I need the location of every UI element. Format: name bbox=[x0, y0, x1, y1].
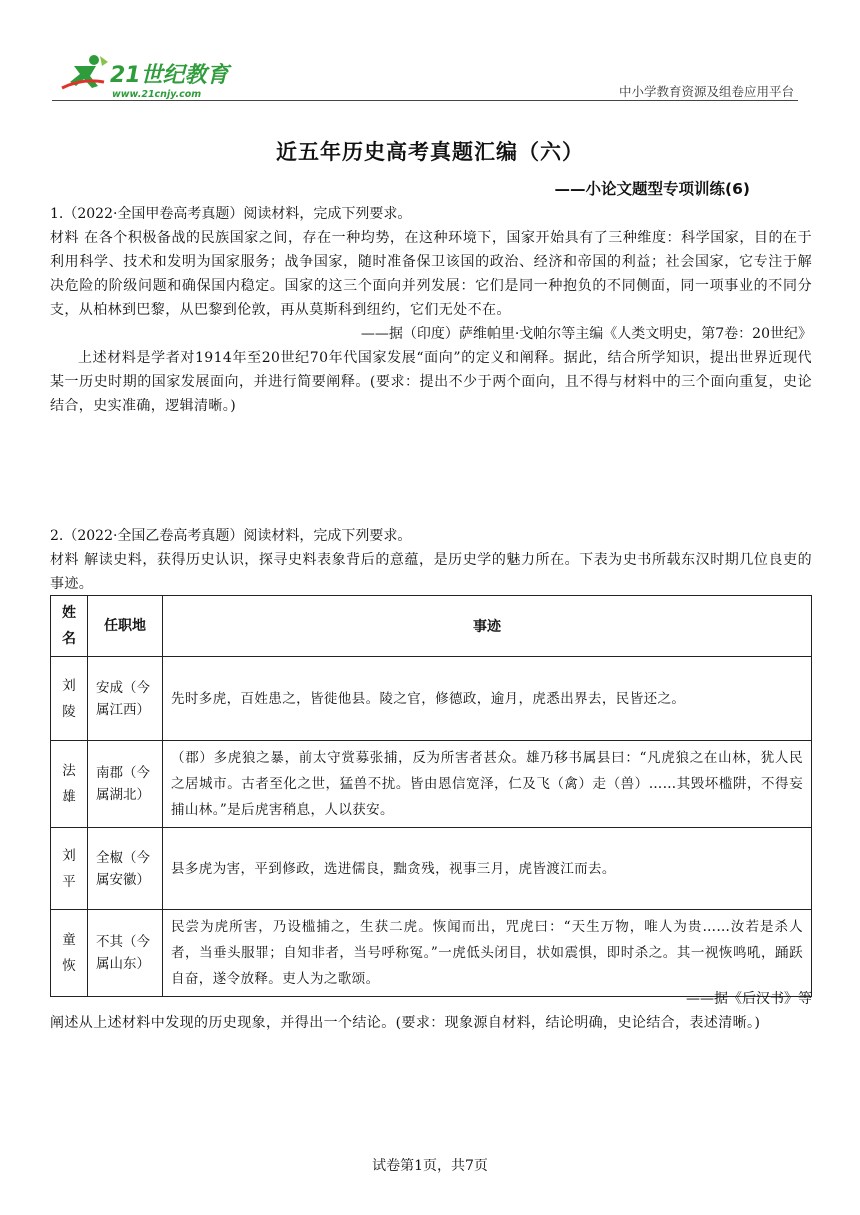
question-2-footer bbox=[50, 987, 812, 1035]
page-title: 近五年历史高考真题汇编（六） bbox=[276, 140, 584, 164]
logo-url: www.21cnjy.com bbox=[112, 89, 202, 100]
question-2-source: ——据《后汉书》等 bbox=[686, 991, 812, 1007]
header-divider bbox=[52, 100, 798, 101]
official-name: 刘平 bbox=[51, 828, 88, 910]
header-name: 姓名 bbox=[51, 596, 88, 657]
question-1-material: 材料 在各个积极备战的民族国家之间，存在一种均势，在这种环境下，国家开始具有了三种维度：科学国家，目的在于利用科学、技术和发明为国家服务；战争国家，随时准备保卫该国的政治、经济和帝国的利益；社会国家，它专注于解决危险的阶级问题和确保国内稳定。国家的这三个面向并列发展：它们是同一种抱负的不同侧面，同一项事业的不同分支，从柏林到巴黎，从巴黎到伦敦，再从莫斯科到纽约，它们无处不在。 bbox=[50, 230, 812, 318]
official-place: 不其（今属山东） bbox=[88, 910, 163, 997]
question-1 bbox=[50, 202, 812, 418]
table-row bbox=[51, 741, 812, 828]
question-2-material: 材料 解读史料，获得历史认识，探寻史料表象背后的意蕴，是历史学的魅力所在。下表为史书所载东汉时期几位良吏的事迹。 bbox=[50, 552, 812, 592]
header-deeds: 事迹 bbox=[163, 596, 812, 657]
table-header-row bbox=[51, 596, 812, 657]
officials-table bbox=[50, 595, 812, 997]
runner-icon bbox=[62, 55, 108, 88]
official-place: 南郡（今属湖北） bbox=[88, 741, 163, 828]
official-deed: 先时多虎，百姓患之，皆徙他县。陵之官，修德政，逾月，虎悉出界去，民皆还之。 bbox=[163, 657, 812, 741]
logo bbox=[52, 52, 252, 102]
official-name: 法雄 bbox=[51, 741, 88, 828]
header-place: 任职地 bbox=[88, 596, 163, 657]
question-2-prompt: 阐述从上述材料中发现的历史现象，并得出一个结论。(要求：现象源自材料，结论明确，史论结合，表述清晰。) bbox=[50, 1015, 761, 1031]
question-2 bbox=[50, 524, 812, 596]
table-row bbox=[51, 828, 812, 910]
official-deed: 民尝为虎所害，乃设槛捕之，生获二虎。恢闻而出，咒虎曰：“天生万物，唯人为贵……汝若是杀人者，当垂头服罪；自知非者，当号呼称冤。”一虎低头闭目，状如震惧，即时杀之。其一视恢鸣吼，踊跃自奋，遂令放释。吏人为之歌颂。 bbox=[163, 910, 812, 997]
page-subtitle: ——小论文题型专项训练(6) bbox=[554, 180, 750, 198]
table-row bbox=[51, 910, 812, 997]
question-1-heading: 1.（2022·全国甲卷高考真题）阅读材料，完成下列要求。 bbox=[50, 206, 412, 222]
platform-name: 中小学教育资源及组卷应用平台 bbox=[618, 84, 794, 99]
official-place: 安成（今属江西） bbox=[88, 657, 163, 741]
table-row bbox=[51, 657, 812, 741]
question-1-prompt: 上述材料是学者对1914年至20世纪70年代国家发展“面向”的定义和阐释。据此，结合所学知识，提出世界近现代某一历史时期的国家发展面向，并进行简要阐释。(要求：提出不少于两个面向，且不得与材料中的三个面向重复，史论结合，史实准确，逻辑清晰。) bbox=[50, 350, 812, 414]
official-name: 童恢 bbox=[51, 910, 88, 997]
official-deed: （郡）多虎狼之暴，前太守赏募张捕，反为所害者甚众。雄乃移书属县曰：“凡虎狼之在山林，犹人民之居城市。古者至化之世，猛兽不扰。皆由恩信宽泽，仁及飞（禽）走（兽）……其毁坏槛阱，不得妄捕山林。”是后虎害稍息，人以获安。 bbox=[163, 741, 812, 828]
question-1-source: ——据（印度）萨维帕里·戈帕尔等主编《人类文明史，第7卷：20世纪》 bbox=[360, 326, 812, 342]
question-2-heading: 2.（2022·全国乙卷高考真题）阅读材料，完成下列要求。 bbox=[50, 528, 412, 544]
official-place: 全椒（今属安徽） bbox=[88, 828, 163, 910]
logo-text: 21世纪教育 bbox=[110, 63, 229, 88]
official-name: 刘陵 bbox=[51, 657, 88, 741]
official-deed: 县多虎为害，平到修政，选进儒良，黜贪残，视事三月，虎皆渡江而去。 bbox=[163, 828, 812, 910]
page-number: 试卷第1页，共7页 bbox=[372, 1158, 488, 1174]
